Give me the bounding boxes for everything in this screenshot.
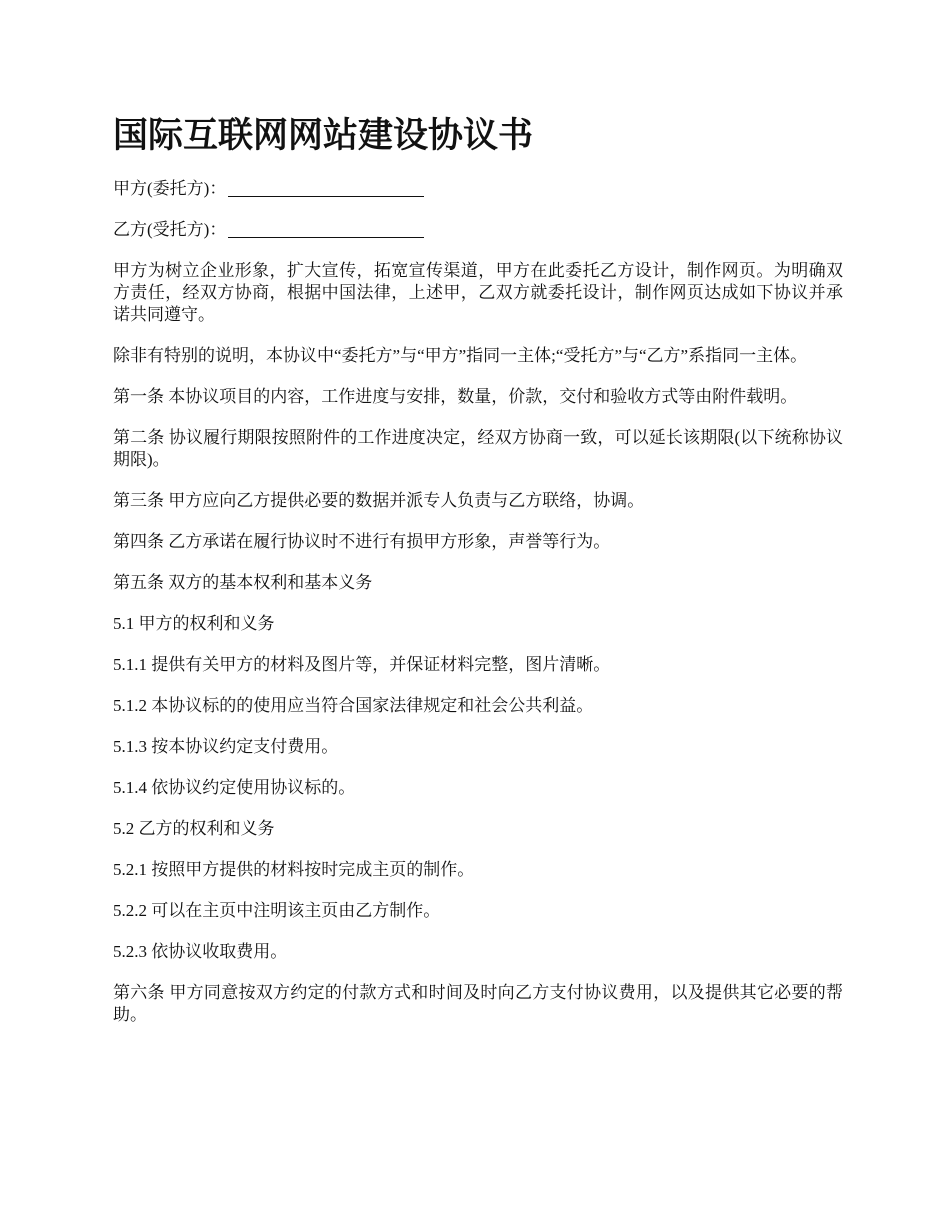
party-a-blank [228, 182, 424, 197]
party-a-line [113, 178, 843, 200]
article-5: 第五条 双方的基本权利和基本义务 [113, 573, 373, 592]
article-2: 第二条 协议履行期限按照附件的工作进度决定，经双方协商一致，可以延长该期限(以下统称协议期限)。 [113, 428, 843, 469]
clause-5-2: 5.2 乙方的权利和义务 [113, 819, 275, 838]
party-b-blank [228, 223, 424, 238]
clause-5-2-3: 5.2.3 依协议收取费用。 [113, 942, 288, 961]
clause-5-1-4: 5.1.4 依协议约定使用协议标的。 [113, 778, 356, 797]
clause-5-1-3: 5.1.3 按本协议约定支付费用。 [113, 737, 339, 756]
article-6: 第六条 甲方同意按双方约定的付款方式和时间及时向乙方支付协议费用，以及提供其它必要的帮助。 [113, 983, 843, 1024]
article-1: 第一条 本协议项目的内容，工作进度与安排，数量，价款，交付和验收方式等由附件载明。 [113, 387, 798, 406]
clause-5-2-1: 5.2.1 按照甲方提供的材料按时完成主页的制作。 [113, 860, 475, 879]
party-b-line [113, 219, 843, 241]
document-page [113, 112, 843, 1045]
article-3: 第三条 甲方应向乙方提供必要的数据并派专人负责与乙方联络，协调。 [113, 491, 645, 510]
document-title: 国际互联网网站建设协议书 [113, 116, 534, 156]
party-b-label: 乙方(受托方)： [113, 220, 227, 239]
party-a-label: 甲方(委托方)： [113, 179, 227, 198]
paragraph-intro: 甲方为树立企业形象，扩大宣传，拓宽宣传渠道，甲方在此委托乙方设计，制作网页。为明确双方责任，经双方协商，根据中国法律，上述甲，乙双方就委托设计，制作网页达成如下协议并承诺共同遵守。 [113, 261, 843, 324]
article-4: 第四条 乙方承诺在履行协议时不进行有损甲方形象，声誉等行为。 [113, 532, 611, 551]
clause-5-2-2: 5.2.2 可以在主页中注明该主页由乙方制作。 [113, 901, 441, 920]
paragraph-definitions: 除非有特别的说明，本协议中“委托方”与“甲方”指同一主体;“受托方”与“乙方”系指同一主体。 [113, 346, 808, 365]
clause-5-1-1: 5.1.1 提供有关甲方的材料及图片等，并保证材料完整，图片清晰。 [113, 655, 611, 674]
clause-5-1-2: 5.1.2 本协议标的的使用应当符合国家法律规定和社会公共利益。 [113, 696, 594, 715]
clause-5-1: 5.1 甲方的权利和义务 [113, 614, 275, 633]
